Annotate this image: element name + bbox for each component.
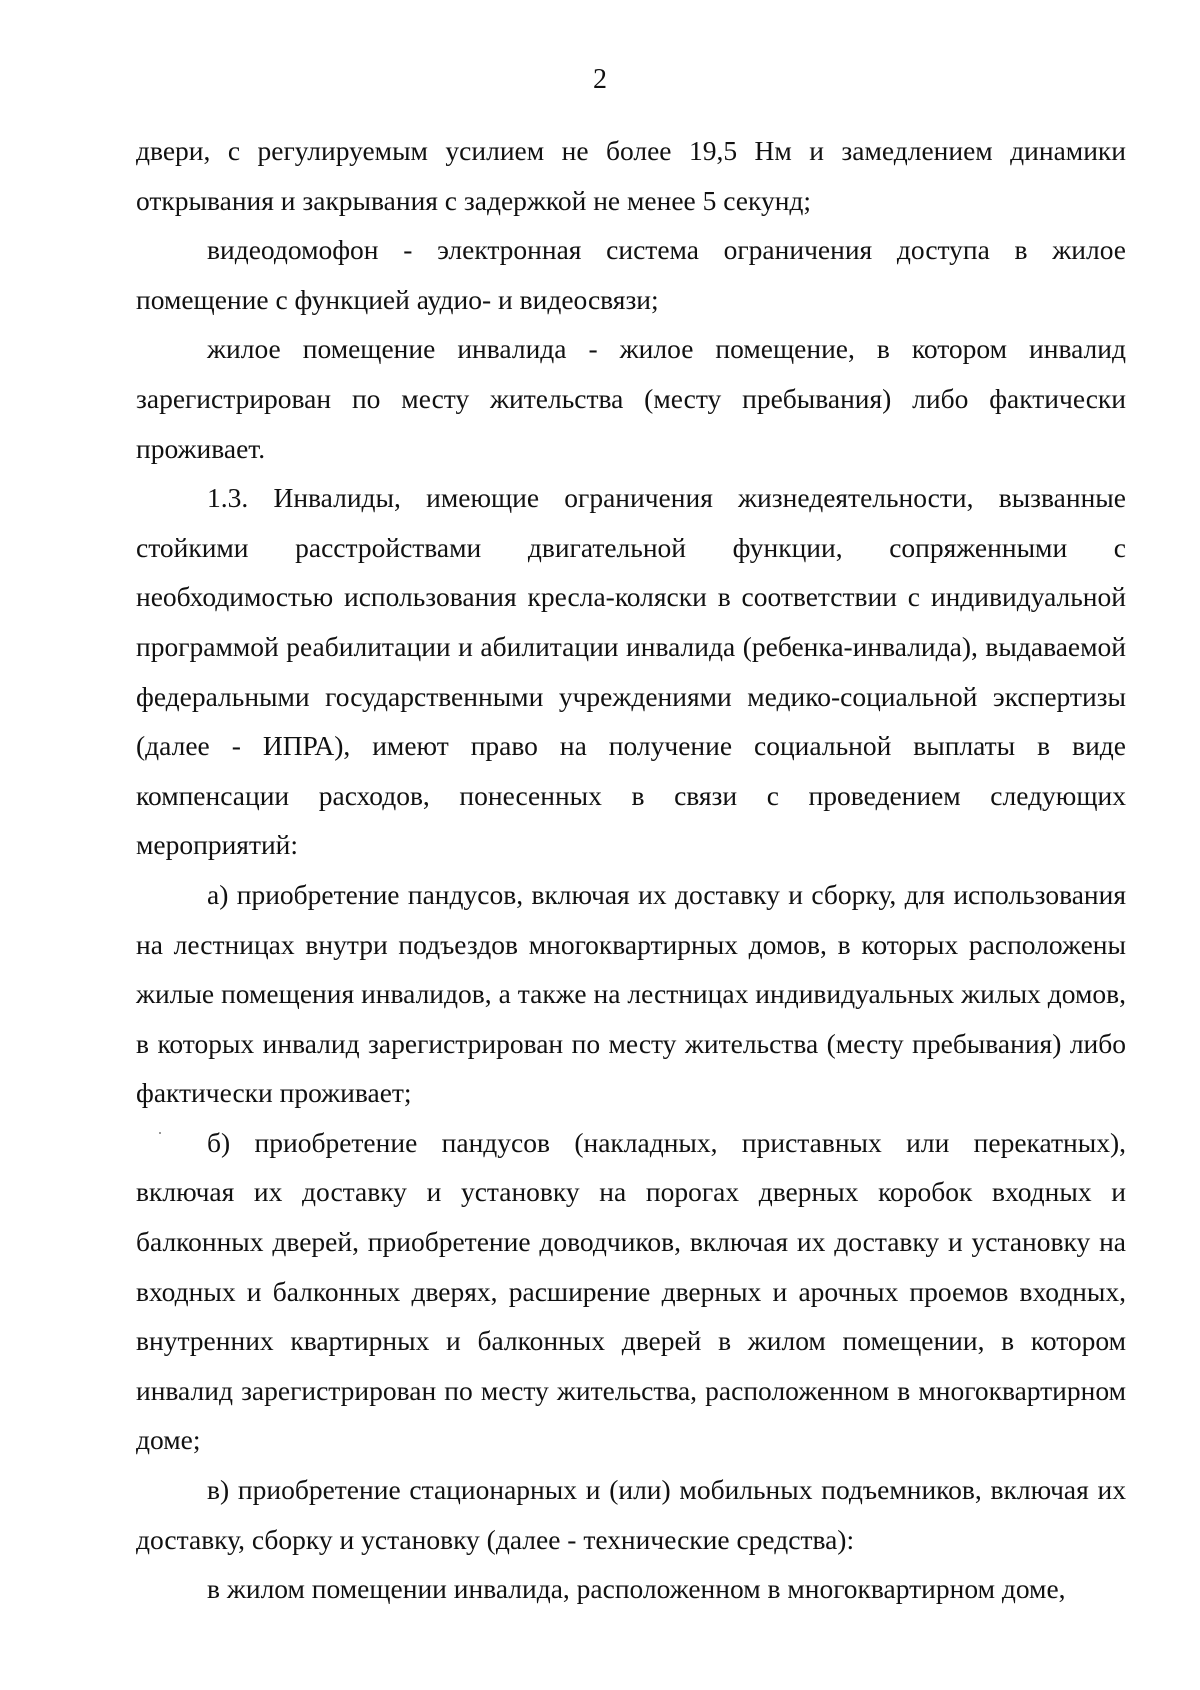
page-number: 2 [593, 64, 607, 95]
paragraph-item-v: в) приобретение стационарных и (или) мобильных подъемников, включая их доставку, сборку и установку (далее - технические средства): [136, 1474, 1126, 1555]
paragraph-video-intercom: видеодомофон - электронная система ограничения доступа в жилое помещение с функцией аудио- и видеосвязи; [136, 234, 1126, 315]
paragraph-item-a: а) приобретение пандусов, включая их доставку и сборку, для использования на лестницах внутри подъездов многоквартирных домов, в которых расположены жилые помещения инвалидов, а также на лестницах индивидуальных жилых домов, в которых инвалид зарегистрирован по месту жительства (месту пребывания) либо фактически проживает; [136, 878, 1126, 1109]
paragraph-disabled-residence: жилое помещение инвалида - жилое помещение, в котором инвалид зарегистрирован по месту жительства (месту пребывания) либо фактически проживает. [136, 333, 1126, 464]
paragraph-item-b: б) приобретение пандусов (накладных, приставных или перекатных), включая их доставку и установку на порогах дверных коробок входных и балконных дверей, приобретение доводчиков, включая их доставку и установку на входных и балконных дверях, расширение дверных и арочных проемов входных, внутренних квартирных и балконных дверей в жилом помещении, в котором инвалид зарегистрирован по месту жительства, расположенном в многоквартирном доме; [136, 1126, 1126, 1456]
paragraph-apartment-building: в жилом помещении инвалида, расположенном в многоквартирном доме, [207, 1573, 1066, 1605]
paragraph-section-1-3: 1.3. Инвалиды, имеющие ограничения жизнедеятельности, вызванные стойкими расстройствами двигательной функции, сопряженными с необходимостью использования кресла-коляски в соответствии с индивидуальной программой реабилитации и абилитации инвалида (ребенка-инвалида), выдаваемой федеральными государственными учреждениями медико-социальной экспертизы (далее - ИПРА), имеют право на получение социальной выплаты в виде компенсации расходов, понесенных в связи с проведением следующих мероприятий: [136, 482, 1126, 861]
scan-speck [159, 1132, 161, 1134]
paragraph-door-closers: двери, с регулируемым усилием не более 19,5 Нм и замедлением динамики открывания и закрывания с задержкой не менее 5 секунд; [136, 135, 1126, 216]
document-body [136, 126, 1126, 1614]
